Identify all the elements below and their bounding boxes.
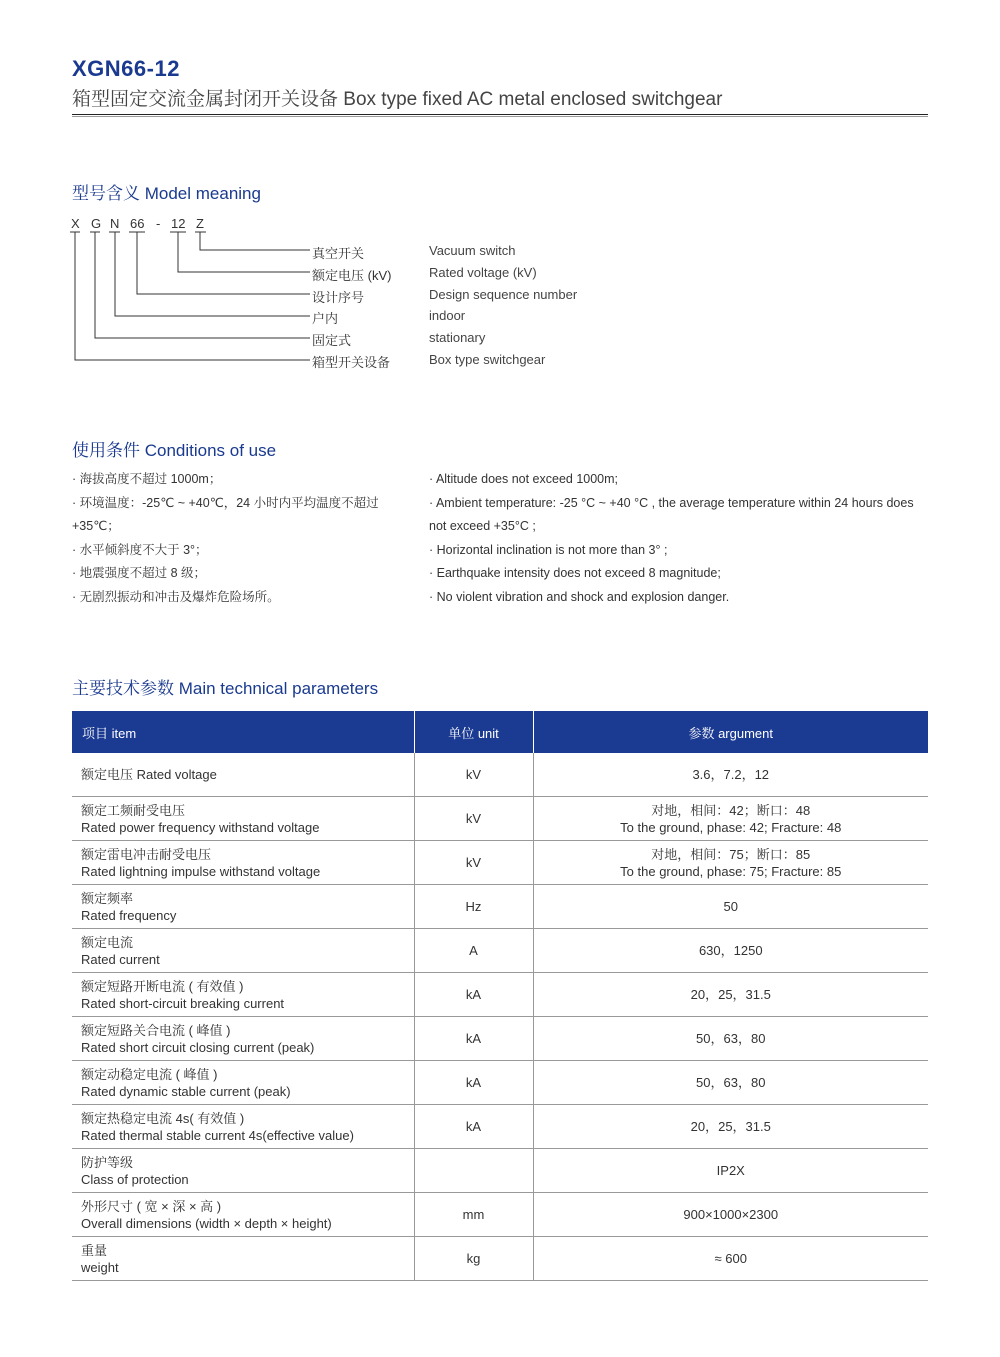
code-letter-x: X [71,216,80,231]
param-item-zh: 额定雷电冲击耐受电压 [81,846,212,862]
table-row [72,753,928,797]
param-item-en: Rated lightning impulse withstand voltage [81,863,321,879]
model-meaning-heading: 型号含义 Model meaning [72,184,261,203]
code-letter-g: G [91,216,102,231]
param-value-cell [533,1017,928,1061]
param-item-cell [72,1017,414,1061]
param-item-zh: 额定工频耐受电压 [81,802,186,818]
param-unit-cell: Hz [414,885,533,929]
param-item-en: Rated short circuit closing current (peak) [81,1039,315,1055]
param-unit-cell: kA [414,1017,533,1061]
condition-zh-item: · 地震强度不超过 8 级； [72,566,207,580]
param-item-zh: 重量 [81,1242,108,1258]
param-unit-cell: kA [414,1061,533,1105]
meaning-en-box-switchgear: Box type switchgear [429,352,546,367]
param-item-cell [72,1237,414,1281]
param-item-zh: 外形尺寸 ( 宽 × 深 × 高 ) [81,1198,222,1214]
meaning-zh-design-seq: 设计序号 [312,290,365,305]
condition-zh-item: · 环境温度：-25℃ ~ +40℃，24 小时内平均温度不超过 +35℃； [72,495,379,533]
table-row [72,1237,928,1281]
param-unit-cell [414,1149,533,1193]
condition-zh-item: · 水平倾斜度不大于 3°； [72,542,208,557]
table-row [72,973,928,1017]
param-item-en: Rated dynamic stable current (peak) [81,1083,291,1099]
param-item-cell [72,1061,414,1105]
param-item-cell [72,841,414,885]
conditions-heading: 使用条件 Conditions of use [72,441,277,460]
param-item-cell [72,973,414,1017]
param-unit-cell: kV [414,797,533,841]
param-value: 对地，相间：75；断口：85 [651,846,811,862]
param-unit-cell: kA [414,1105,533,1149]
table-row [72,797,928,841]
meaning-zh-box-switchgear: 箱型开关设备 [312,355,391,370]
param-item-cell [72,753,414,797]
param-item-zh: 额定频率 [81,890,134,906]
param-value: 630，1250 [698,943,763,958]
param-item-en: weight [81,1259,119,1275]
param-value-cell [533,973,928,1017]
conditions-zh-list [72,468,402,609]
param-value: 20，25，31.5 [690,987,771,1002]
condition-en-item: · Ambient temperature: -25 °C ~ +40 °C , the average temperature within 24 hours does not exceed +35°C ; [429,495,914,533]
param-item-en: Rated current [81,951,160,967]
param-unit-cell: A [414,929,533,973]
param-item-en: Rated frequency [81,907,177,923]
conditions-en-list [429,468,934,609]
param-item-zh: 额定短路开断电流 ( 有效值 ) [81,978,244,994]
param-value-en: To the ground, phase: 42; Fracture: 48 [620,819,842,835]
condition-en-item: · Earthquake intensity does not exceed 8 magnitude; [429,566,721,580]
meaning-zh-rated-voltage: 额定电压 (kV) [312,268,392,283]
meaning-zh-vacuum-switch: 真空开关 [312,246,365,261]
param-value: 20，25，31.5 [690,1119,771,1134]
param-item-cell [72,1193,414,1237]
header-argument: 参数 argument [533,711,928,753]
product-subtitle: 箱型固定交流金属封闭开关设备 Box type fixed AC metal enclosed switchgear [72,89,723,110]
param-unit-cell: kA [414,973,533,1017]
param-item-zh: 额定短路关合电流 ( 峰值 ) [81,1022,231,1038]
param-unit-cell: kg [414,1237,533,1281]
param-item-cell [72,797,414,841]
param-value-cell [533,1149,928,1193]
meaning-zh-indoor: 户内 [312,311,339,326]
param-item-en: Rated power frequency withstand voltage [81,819,320,835]
param-item-cell [72,929,414,973]
condition-en-item: · Horizontal inclination is not more than 3° ; [429,542,668,557]
model-code-diagram [0,0,400,380]
model-title: XGN66-12 [72,56,180,81]
condition-zh-item: · 无剧烈振动和冲击及爆炸危险场所。 [72,589,280,604]
meaning-en-rated-voltage: Rated voltage (kV) [429,265,537,280]
param-item-en: Rated thermal stable current 4s(effective value) [81,1127,354,1143]
param-value: 50，63，80 [696,1031,766,1046]
param-unit-cell: mm [414,1193,533,1237]
table-row [72,929,928,973]
condition-en-item: · No violent vibration and shock and explosion danger. [429,589,730,604]
param-item-zh: 额定电压 Rated voltage [81,767,217,782]
meaning-en-indoor: indoor [429,308,466,323]
params-heading: 主要技术参数 Main technical parameters [72,679,379,698]
param-value-cell [533,1105,928,1149]
condition-zh-item: · 海拔高度不超过 1000m； [72,472,222,486]
param-item-zh: 防护等级 [81,1154,134,1170]
param-item-en: Rated short-circuit breaking current [81,995,285,1011]
meaning-en-vacuum-switch: Vacuum switch [429,243,516,258]
param-value: 50，63，80 [696,1075,766,1090]
meaning-en-stationary: stationary [429,330,486,345]
param-value: 50 [723,899,738,914]
param-item-cell [72,885,414,929]
param-unit-cell: kV [414,841,533,885]
param-value: 900×1000×2300 [683,1207,779,1222]
param-item-en: Overall dimensions (width × depth × height) [81,1215,332,1231]
param-item-cell [72,1149,414,1193]
param-value: 3.6，7.2，12 [692,767,770,782]
table-row [72,1061,928,1105]
param-item-cell [72,1105,414,1149]
meaning-en-design-seq: Design sequence number [429,287,578,302]
param-value: 对地，相间：42；断口：48 [651,802,811,818]
param-item-en: Class of protection [81,1171,189,1187]
table-row [72,1105,928,1149]
param-value-cell [533,929,928,973]
param-unit-cell: kV [414,753,533,797]
param-item-zh: 额定热稳定电流 4s( 有效值 ) [81,1110,245,1126]
param-value-cell [533,797,928,841]
param-value-cell [533,1193,928,1237]
params-table [72,711,928,1281]
code-dash: - [156,216,161,231]
code-number-66: 66 [130,216,145,231]
table-row [72,1017,928,1061]
table-header-row [72,711,928,753]
header-item: 项目 item [72,711,414,753]
param-value-cell [533,841,928,885]
table-row [72,1193,928,1237]
param-value: ≈ 600 [714,1251,747,1266]
header-unit: 单位 unit [414,711,533,753]
code-letter-z: Z [196,216,204,231]
table-row [72,841,928,885]
meaning-zh-stationary: 固定式 [312,333,352,348]
code-letter-n: N [110,216,120,231]
table-row [72,1149,928,1193]
param-value-cell [533,1061,928,1105]
param-item-zh: 额定电流 [81,934,134,950]
param-value-cell [533,885,928,929]
param-value: IP2X [716,1163,745,1178]
param-value-en: To the ground, phase: 75; Fracture: 85 [620,863,842,879]
code-number-12: 12 [171,216,186,231]
param-value-cell [533,1237,928,1281]
param-value-cell [533,753,928,797]
table-row [72,885,928,929]
param-item-zh: 额定动稳定电流 ( 峰值 ) [81,1066,218,1082]
condition-en-item: · Altitude does not exceed 1000m; [429,472,619,486]
